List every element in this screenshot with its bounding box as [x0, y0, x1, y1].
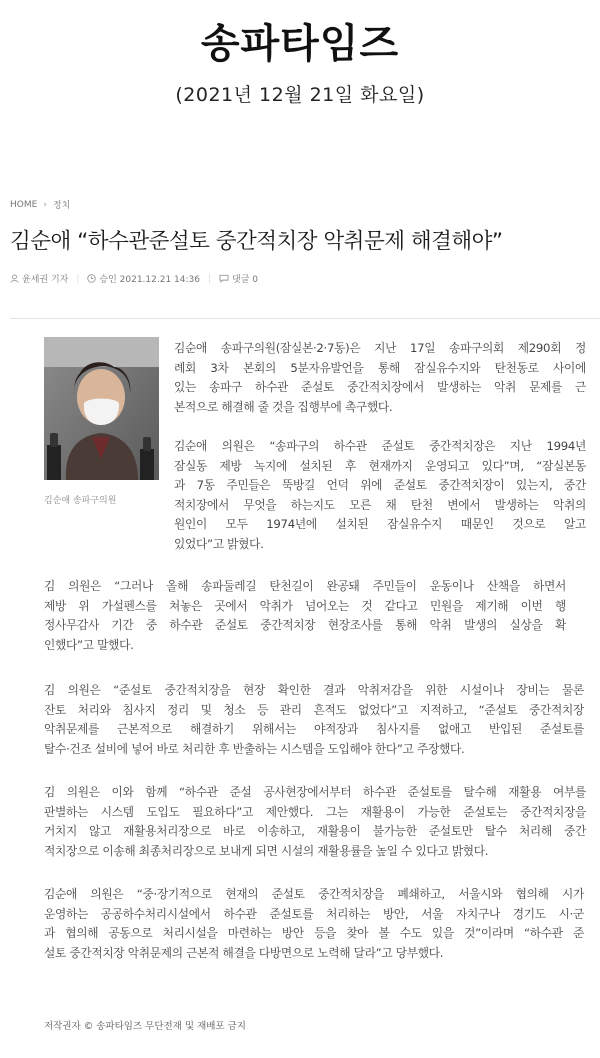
paragraph-line: 거치지 않고 재활용처리장으로 바로 이송하고, 재활용이 불가능한 준설토만 탈수 처리해 중간 — [44, 824, 586, 839]
paragraph-line: 김순애 의원은 “중·장기적으로 현재의 준설토 중간적치장을 폐쇄하고, 서울시와 협의해 시가 — [44, 887, 584, 901]
photo-caption: 김순애 송파구의원 — [44, 496, 117, 506]
comment-icon — [219, 274, 229, 283]
meta-divider: | — [76, 273, 80, 284]
paragraph-line: 제방 위 가설펜스를 쳐놓은 곳에서 악취가 넘어오는 것 같다고 민원을 제기해 이번 행 — [44, 598, 566, 613]
paragraph-line: 김 의원은 이와 함께 “하수관 준설 공사현장에서부터 하수관 준설토를 탈수해 재활용 여부를 — [44, 785, 586, 799]
author — [10, 272, 68, 285]
councillor-photo — [44, 337, 159, 480]
approved-text: 승인 2021.12.21 14:36 — [99, 275, 200, 285]
chevron-right-icon: › — [43, 199, 47, 210]
breadcrumb-section[interactable]: 정치 — [52, 201, 71, 211]
paragraph-line: 있는 송파구 하수관 준설토 중간적치장에서 발생하는 악취 문제를 근 — [174, 380, 586, 395]
author-name[interactable]: 윤세권 기자 — [22, 275, 69, 285]
paragraph-line: 있었다”고 밝혔다. — [174, 536, 264, 551]
copyright-notice: 저작권자 © 송파타임즈 무단전재 및 재배포 금지 — [44, 1021, 246, 1032]
paragraph-line: 인했다”고 말했다. — [44, 637, 134, 652]
paragraph-line: 김순애 의원은 “송파구의 하수관 준설토 중간적치장은 지난 1994년 — [174, 439, 586, 453]
paragraph-line: 김 의원은 “준설토 중간적치장을 현장 확인한 결과 악취저감을 위한 시설이나 장비는 물론 — [44, 683, 584, 697]
masthead: 송파타임즈 — [200, 21, 400, 67]
article-headline: 김순애 “하수관준설토 중간적치장 악취문제 해결해야” — [10, 229, 503, 254]
issue-date: (2021년 12월 21일 화요일) — [175, 84, 425, 106]
article-paragraph — [44, 681, 584, 759]
paragraph-line: 원인이 모두 1974년에 설치된 잠실유수지 때문인 것으로 알고 — [174, 517, 586, 532]
paragraph-line: 설토 중간적치장 악취문제의 근본적 해결을 다방면으로 노력해 달라”고 당부했다. — [44, 945, 444, 960]
paragraph-line: 잔토 처리와 침사지 정리 및 청소 등 관리 흔적도 없었다”고 지적하고, “준설토 중간적치장 — [44, 702, 584, 717]
paragraph-line: 김 의원은 “그러나 올해 송파둘레길 탄천길이 완공돼 주민들이 운동이나 산책을 하면서 — [44, 579, 566, 593]
paragraph-line: 악취문제를 근본적으로 해결하기 위해서는 야적장과 침사지를 없애고 반입된 준설토를 — [44, 722, 584, 737]
paragraph-line: 잠실동 제방 녹지에 설치된 후 현재까지 운영되고 있다”며, “잠실본동 — [174, 458, 586, 473]
paragraph-line: 운영하는 공공하수처리시설에서 하수관 준설토를 처리하는 방안, 서울 자치구나 경기도 시·군 — [44, 906, 584, 921]
paragraph-line: 본적으로 해결해 줄 것을 집행부에 촉구했다. — [174, 399, 393, 414]
user-icon — [10, 274, 19, 283]
paragraph-line: 탈수·건조 설비에 넣어 바로 처리한 후 반출하는 시스템을 도입해야 한다”고 주장했다. — [44, 741, 465, 756]
comment-count[interactable]: 댓글 0 — [232, 275, 258, 285]
paragraph-line: 과 협의해 공동으로 처리시설을 마련하는 방안 등을 찾아 볼 수도 있을 것”이라며 “하수관 준 — [44, 926, 584, 941]
breadcrumb-home[interactable]: HOME — [10, 199, 38, 210]
breadcrumb — [10, 198, 70, 211]
paragraph-line: 판별하는 시스템 도입도 필요하다”고 제안했다. 그는 재활용이 가능한 준설토는 중간적치장을 — [44, 804, 586, 819]
article-paragraph — [174, 339, 586, 417]
paragraph-line: 정사무감사 기간 중 하수관 준설토 중간적치장 현장조사를 통해 악취 발생의 실상을 확 — [44, 618, 566, 633]
paragraph-line: 례회 3차 본회의 5분자유발언을 통해 잠실유수지와 탄천동로 사이에 — [174, 360, 586, 375]
approved-time — [87, 272, 200, 285]
header-divider — [10, 318, 600, 319]
comments[interactable] — [219, 272, 258, 285]
article-paragraph — [174, 437, 586, 555]
article-paragraph — [44, 577, 566, 655]
article-paragraph — [44, 885, 584, 963]
paragraph-line: 과 7동 주민들은 뚝방길 언덕 위에 준설토 중간적치장이 있는지, 중간 — [174, 478, 586, 493]
article-paragraph — [44, 783, 586, 861]
paragraph-line: 적치장에서 무엇을 하는지도 모른 채 탄천 변에서 발생하는 악취의 — [174, 497, 586, 512]
paragraph-line: 적치장으로 이송해 최종처리장으로 보내게 되면 시설의 재활용률을 높일 수 있다고 밝혔다. — [44, 843, 489, 858]
clock-icon — [87, 274, 96, 283]
meta-divider: | — [207, 273, 212, 284]
paragraph-line: 김순애 송파구의원(잠실본·2·7동)은 지난 17일 송파구의회 제290회 정 — [174, 341, 586, 355]
article-meta — [10, 272, 258, 285]
